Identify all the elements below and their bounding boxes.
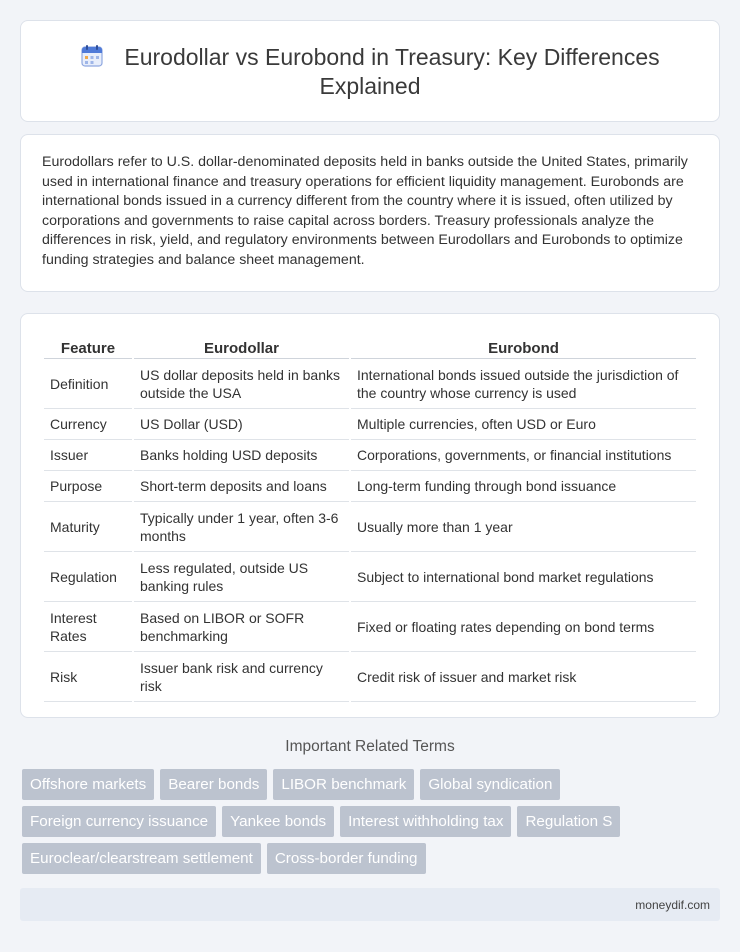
- table-row: [44, 602, 696, 652]
- related-terms-heading: Important Related Terms: [285, 738, 455, 755]
- table-row: [44, 359, 696, 409]
- tag-libor-benchmark[interactable]: LIBOR benchmark: [273, 769, 414, 800]
- tag-row: [22, 769, 692, 806]
- cell-eurodollar: Based on LIBOR or SOFR benchmarking: [134, 602, 349, 652]
- tag-offshore-markets[interactable]: Offshore markets: [22, 769, 154, 800]
- tag-euroclear-clearstream-settlement[interactable]: Euroclear/clearstream settlement: [22, 843, 261, 874]
- calendar-icon: [80, 44, 104, 68]
- table-row: [44, 552, 696, 602]
- tag-bearer-bonds[interactable]: Bearer bonds: [160, 769, 267, 800]
- cell-feature: Issuer: [44, 440, 132, 471]
- cell-eurobond: Usually more than 1 year: [351, 502, 696, 552]
- title-card: [20, 20, 720, 122]
- page-title: [21, 43, 719, 101]
- intro-card: [20, 134, 720, 292]
- cell-feature: Purpose: [44, 471, 132, 502]
- tag-row: [22, 806, 692, 843]
- comparison-card: [20, 313, 720, 718]
- table-row: [44, 502, 696, 552]
- tag-row: [22, 843, 692, 880]
- cell-eurobond: Long-term funding through bond issuance: [351, 471, 696, 502]
- cell-eurobond: Corporations, governments, or financial institutions: [351, 440, 696, 471]
- header-eurobond: Eurobond: [351, 334, 696, 359]
- tag-yankee-bonds[interactable]: Yankee bonds: [222, 806, 334, 837]
- cell-feature: Maturity: [44, 502, 132, 552]
- cell-eurodollar: US dollar deposits held in banks outside the USA: [134, 359, 349, 409]
- cell-eurodollar: Less regulated, outside US banking rules: [134, 552, 349, 602]
- tag-interest-withholding-tax[interactable]: Interest withholding tax: [340, 806, 511, 837]
- cell-eurobond: Credit risk of issuer and market risk: [351, 652, 696, 702]
- intro-paragraph: Eurodollars refer to U.S. dollar-denominated deposits held in banks outside the United States, primarily used in international finance and treasury operations for efficient liquidity management. Eurobonds are international bonds issued in a currency different from the country where it is issued, often utilized by corporations and governments to raise capital across borders. Treasury professionals analyze the differences in risk, yield, and regulatory environments between Eurodollars and Eurobonds to optimize funding strategies and balance sheet management.: [42, 154, 688, 268]
- table-row: [44, 409, 696, 440]
- tag-regulation-s[interactable]: Regulation S: [517, 806, 620, 837]
- cell-feature: Interest Rates: [44, 602, 132, 652]
- cell-eurodollar: Short-term deposits and loans: [134, 471, 349, 502]
- table-header-row: [44, 334, 696, 359]
- cell-eurodollar: US Dollar (USD): [134, 409, 349, 440]
- cell-eurodollar: Banks holding USD deposits: [134, 440, 349, 471]
- tag-foreign-currency-issuance[interactable]: Foreign currency issuance: [22, 806, 216, 837]
- related-terms-list: [22, 769, 692, 880]
- cell-eurodollar: Issuer bank risk and currency risk: [134, 652, 349, 702]
- tag-cross-border-funding[interactable]: Cross-border funding: [267, 843, 426, 874]
- cell-feature: Currency: [44, 409, 132, 440]
- cell-eurobond: Fixed or floating rates depending on bond terms: [351, 602, 696, 652]
- comparison-table: [42, 334, 698, 702]
- cell-feature: Regulation: [44, 552, 132, 602]
- tag-global-syndication[interactable]: Global syndication: [420, 769, 560, 800]
- cell-feature: Definition: [44, 359, 132, 409]
- footer: [20, 888, 720, 921]
- cell-eurobond: Multiple currencies, often USD or Euro: [351, 409, 696, 440]
- table-row: [44, 471, 696, 502]
- cell-eurobond: Subject to international bond market regulations: [351, 552, 696, 602]
- table-row: [44, 440, 696, 471]
- header-eurodollar: Eurodollar: [134, 334, 349, 359]
- footer-site-link[interactable]: moneydif.com: [635, 898, 710, 912]
- cell-eurodollar: Typically under 1 year, often 3-6 months: [134, 502, 349, 552]
- cell-feature: Risk: [44, 652, 132, 702]
- header-feature: Feature: [44, 334, 132, 359]
- table-row: [44, 652, 696, 702]
- cell-eurobond: International bonds issued outside the jurisdiction of the country whose currency is used: [351, 359, 696, 409]
- page-title-text: Eurodollar vs Eurobond in Treasury: Key Differences Explained: [124, 44, 660, 99]
